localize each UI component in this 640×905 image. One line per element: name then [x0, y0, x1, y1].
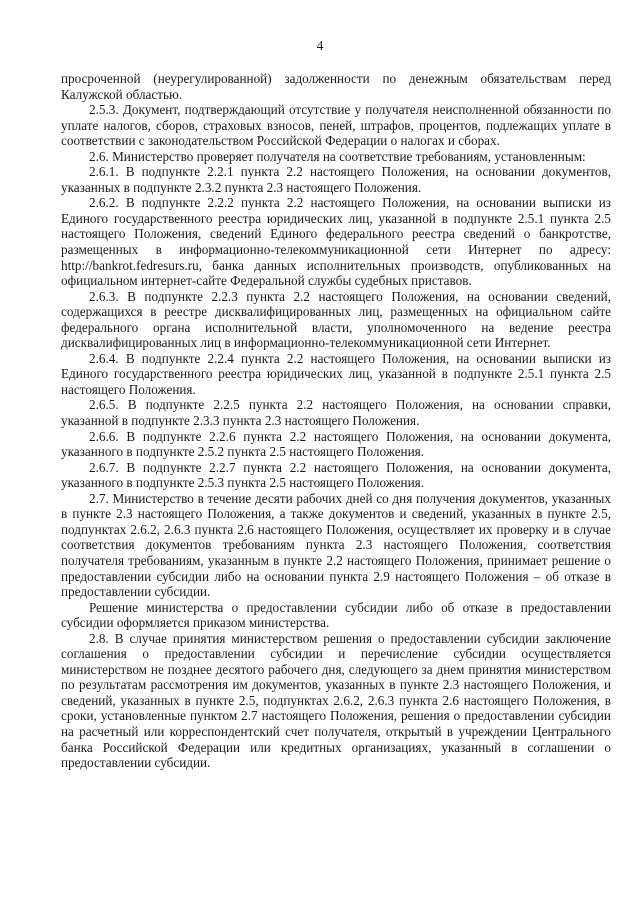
- paragraph-2-6-2-text-a: 2.6.2. В подпункте 2.2.2 пункта 2.2 настоящего Положения, на основании выписки из Единого государственного реестра юридических лиц, указанной в подпункте 2.5.1 пункта 2.5 настоящего Положения, сведений Единого федерального реестра сведений о банкротстве, размещенных в информационно-телекоммуникационной сети Интернет по адресу:: [61, 195, 611, 258]
- paragraph-2-6-2-text-b: , банка данных исполнительных производств, опубликованных на официальном интернет-сайте Федеральной службы судебных приставов.: [61, 257, 611, 289]
- paragraph-2-6-5: 2.6.5. В подпункте 2.2.5 пункта 2.2 настоящего Положения, на основании справки, указанной в подпункте 2.3.3 пункта 2.3 настоящего Положения.: [61, 397, 611, 429]
- bankrot-link[interactable]: http://bankrot.fedresurs.ru: [61, 257, 199, 273]
- paragraph-2-6-2: [61, 195, 611, 288]
- paragraph-2-6-7: 2.6.7. В подпункте 2.2.7 пункта 2.2 настоящего Положения, на основании документа, указанного в подпункте 2.5.3 пункта 2.5 настоящего Положения.: [61, 459, 611, 491]
- paragraph-2-7: 2.7. Министерство в течение десяти рабочих дней со дня получения документов, указанных в пункте 2.3 настоящего Положения, а также документов и сведений, указанных в пункте 2.5, подпунктах 2.6.2, 2.6.3 пункта 2.6 настоящего Положения, осуществляет их проверку и в случае соответствия документов требованиям пункта 2.3 настоящего Положения, соответствия получателя требованиям, указанным в пункте 2.2 настоящего Положения, принимает решение о предоставлении субсидии либо на основании пункта 2.9 настоящего Положения – об отказе в предоставлении субсидии.: [61, 490, 611, 600]
- paragraph-2-6-1: 2.6.1. В подпункте 2.2.1 пункта 2.2 настоящего Положения, на основании документов, указанных в подпункте 2.3.2 пункта 2.3 настоящего Положения.: [61, 164, 611, 195]
- paragraph-2-6-4: 2.6.4. В подпункте 2.2.4 пункта 2.2 настоящего Положения, на основании выписки из Единого государственного реестра юридических лиц, указанной в подпункте 2.5.1 пункта 2.5 настоящего Положения.: [61, 350, 611, 397]
- paragraph-2-5-3: 2.5.3. Документ, подтверждающий отсутствие у получателя неисполненной обязанности по уплате налогов, сборов, страховых взносов, пеней, штрафов, процентов, подлежащих уплате в соответствии с законодательством Российской Федерации о налогах и сборах.: [61, 102, 611, 149]
- paragraph-2-6-3: 2.6.3. В подпункте 2.2.3 пункта 2.2 настоящего Положения, на основании сведений, содержащихся в реестре дисквалифицированных лиц, размещенных на официальном сайте федерального органа исполнительной власти, уполномоченного на ведение реестра дисквалифицированных лиц в информационно-телекоммуникационной сети Интернет.: [61, 288, 611, 351]
- paragraph-decision: Решение министерства о предоставлении субсидии либо об отказе в предоставлении субсидии оформляется приказом министерства.: [61, 599, 611, 631]
- paragraph-2-6: 2.6. Министерство проверяет получателя на соответствие требованиям, установленным:: [89, 148, 586, 164]
- document-body: [61, 71, 611, 771]
- page-number: 4: [316, 38, 324, 53]
- paragraph-2-8: 2.8. В случае принятия министерством решения о предоставлении субсидии заключение соглашения о предоставлении субсидии и перечисление субсидии осуществляется министерством не позднее десятого рабочего дня, следующего за днем принятия министерством по результатам рассмотрения им документов, указанных в пункте 2.3 настоящего Положения, и сведений, указанных в пункте 2.5, подпунктах 2.6.2, 2.6.3 пункта 2.6 настоящего Положения, в сроки, установленные пунктом 2.7 настоящего Положения, решения о предоставлении субсидии на расчетный или корреспондентский счет получателя, открытый в учреждении Центрального банка Российской Федерации или кредитных организациях, указанный в соглашении о предоставлении субсидии.: [61, 630, 611, 771]
- paragraph-continuation: просроченной (неурегулированной) задолженности по денежным обязательствам перед Калужской областью.: [61, 71, 611, 102]
- paragraph-2-6-6: 2.6.6. В подпункте 2.2.6 пункта 2.2 настоящего Положения, на основании документа, указанного в подпункте 2.5.2 пункта 2.5 настоящего Положения.: [61, 428, 611, 460]
